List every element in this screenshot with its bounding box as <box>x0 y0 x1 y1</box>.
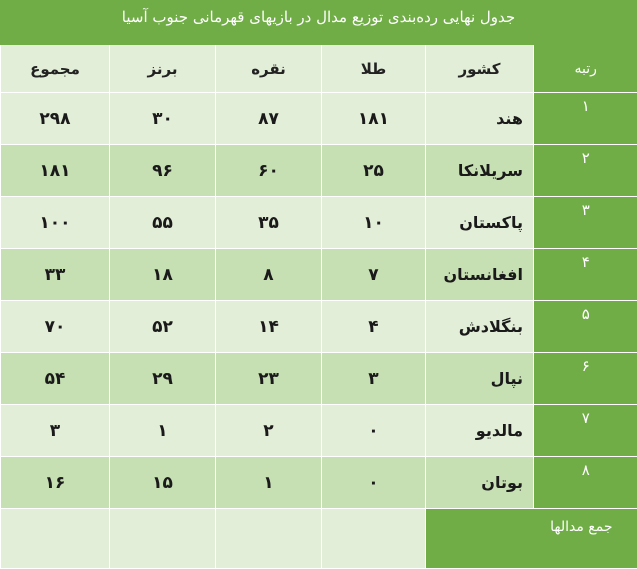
country-cell: سریلانکا <box>426 145 534 197</box>
rank-cell: ۶ <box>534 353 637 405</box>
total-cell: ۷۰ <box>1 301 110 353</box>
country-cell: افغانستان <box>426 249 534 301</box>
table-row <box>1 353 637 405</box>
bronze-cell: ۲۹ <box>110 353 216 405</box>
total-row <box>1 509 637 569</box>
silver-cell: ۱ <box>216 457 322 509</box>
total-cell: ۱۰۰ <box>1 197 110 249</box>
total-cell: ۳ <box>1 405 110 457</box>
table-row <box>1 93 637 145</box>
table-row <box>1 145 637 197</box>
table-row <box>1 301 637 353</box>
country-cell: بوتان <box>426 457 534 509</box>
total-cell: ۳۳ <box>1 249 110 301</box>
rank-cell: ۵ <box>534 301 637 353</box>
table-row <box>1 405 637 457</box>
gold-cell: ۳ <box>322 353 426 405</box>
gold-cell: ۱۸۱ <box>322 93 426 145</box>
total-cell: ۲۹۸ <box>1 93 110 145</box>
country-cell: نپال <box>426 353 534 405</box>
table-row <box>1 457 637 509</box>
header-silver: نقره <box>216 45 322 93</box>
gold-cell: ۱۰ <box>322 197 426 249</box>
silver-cell: ۸ <box>216 249 322 301</box>
rank-cell: ۲ <box>534 145 637 197</box>
country-cell: بنگلادش <box>426 301 534 353</box>
header-country: کشور <box>426 45 534 93</box>
gold-cell: ۲۵ <box>322 145 426 197</box>
rank-cell: ۱ <box>534 93 637 145</box>
medal-table <box>0 45 637 569</box>
silver-cell: ۱۴ <box>216 301 322 353</box>
silver-cell: ۳۵ <box>216 197 322 249</box>
bronze-cell: ۱ <box>110 405 216 457</box>
total-cell: ۱۸۱ <box>1 145 110 197</box>
country-cell: هند <box>426 93 534 145</box>
table-title: جدول نهایی ردەبندی توزیع مدال در بازیهای قهرمانی جنوب آسیا <box>0 0 637 45</box>
bronze-cell: ۱۸ <box>110 249 216 301</box>
rank-cell: ۴ <box>534 249 637 301</box>
header-gold: طلا <box>322 45 426 93</box>
header-rank: رتبه <box>534 45 637 93</box>
silver-cell: ۸۷ <box>216 93 322 145</box>
gold-cell: ۷ <box>322 249 426 301</box>
silver-cell: ۶۰ <box>216 145 322 197</box>
table-row <box>1 249 637 301</box>
gold-cell: ۰ <box>322 457 426 509</box>
total-gold-cell <box>322 509 426 569</box>
country-cell: مالدیو <box>426 405 534 457</box>
bronze-cell: ۵۲ <box>110 301 216 353</box>
country-cell: پاکستان <box>426 197 534 249</box>
header-total: مجموع <box>1 45 110 93</box>
header-row <box>1 45 637 93</box>
total-bronze-cell <box>110 509 216 569</box>
gold-cell: ۰ <box>322 405 426 457</box>
rank-cell: ۷ <box>534 405 637 457</box>
bronze-cell: ۳۰ <box>110 93 216 145</box>
bronze-cell: ۵۵ <box>110 197 216 249</box>
gold-cell: ۴ <box>322 301 426 353</box>
rank-cell: ۸ <box>534 457 637 509</box>
total-cell: ۱۶ <box>1 457 110 509</box>
bronze-cell: ۹۶ <box>110 145 216 197</box>
total-silver-cell <box>216 509 322 569</box>
total-label: جمع مدالها <box>426 509 637 569</box>
total-sum-cell <box>1 509 110 569</box>
table-row <box>1 197 637 249</box>
header-bronze: برنز <box>110 45 216 93</box>
total-cell: ۵۴ <box>1 353 110 405</box>
rank-cell: ۳ <box>534 197 637 249</box>
silver-cell: ۲ <box>216 405 322 457</box>
silver-cell: ۲۳ <box>216 353 322 405</box>
bronze-cell: ۱۵ <box>110 457 216 509</box>
